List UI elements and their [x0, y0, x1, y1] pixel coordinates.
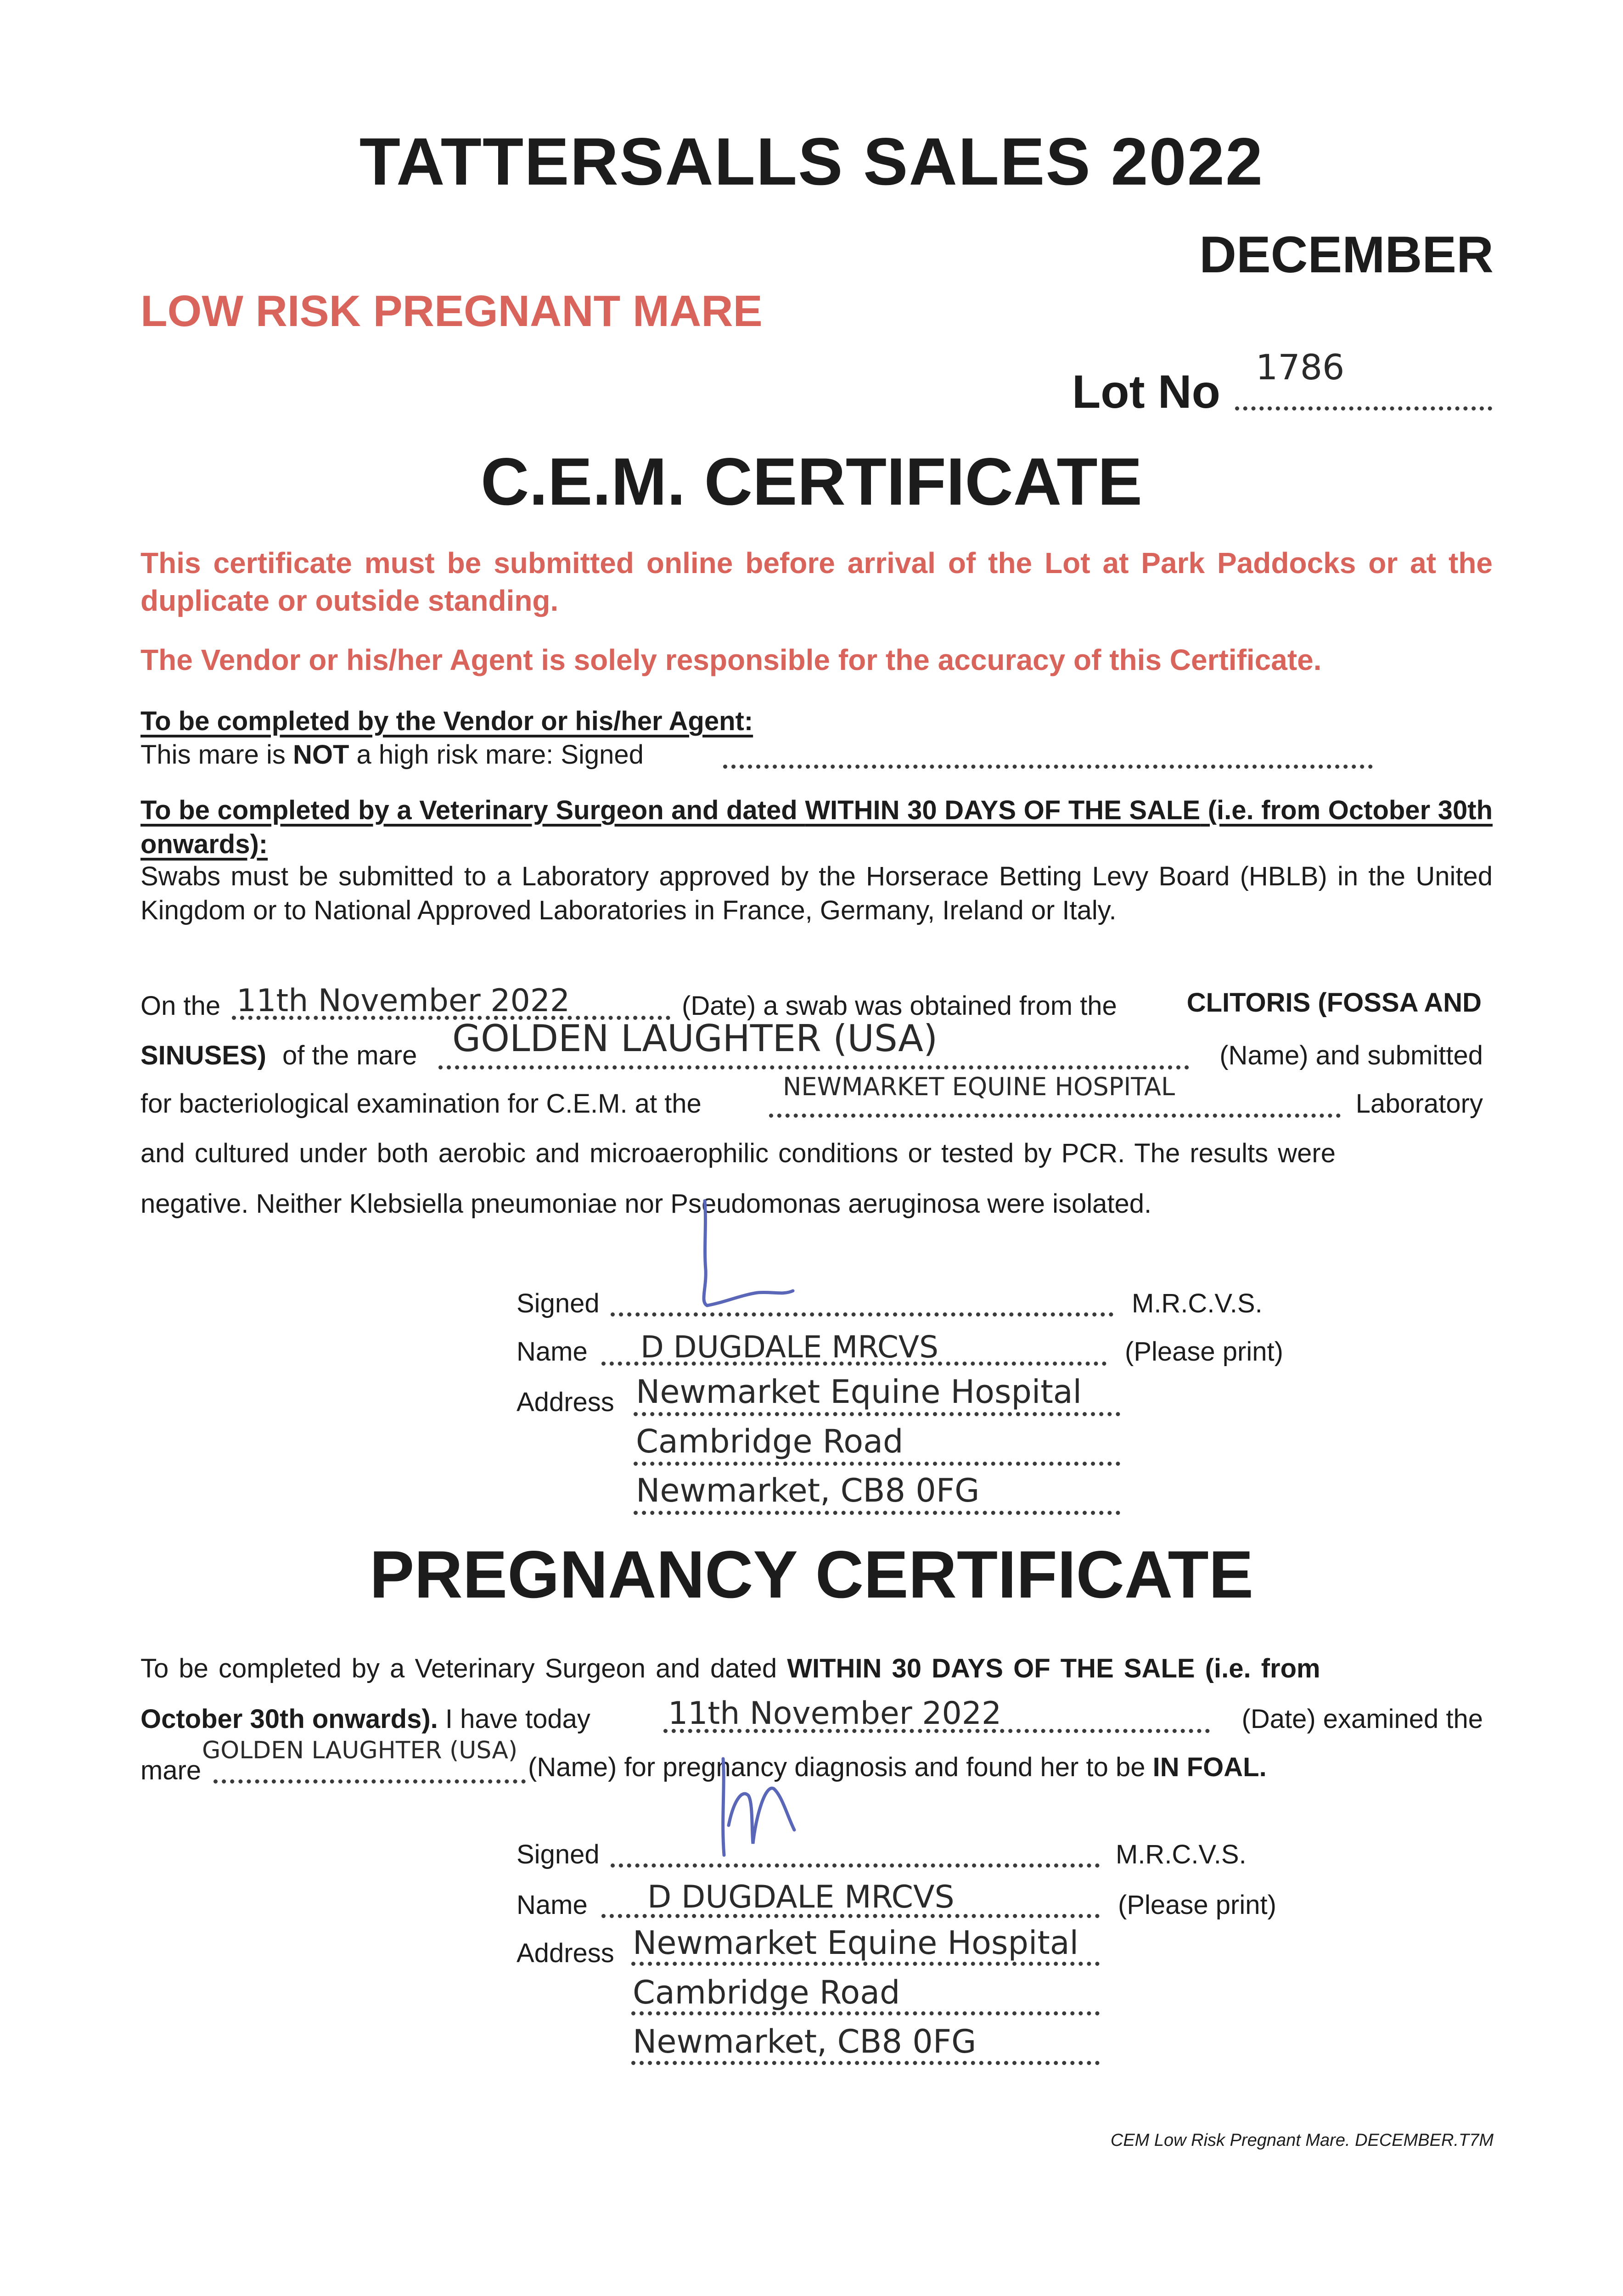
negative-result-text: negative. Neither Klebsiella pneumoniae nor Pseudomonas aeruginosa were isolated.	[140, 1189, 1152, 1219]
pregnancy-address-3[interactable]: Newmarket, CB8 0FG	[633, 2023, 977, 2060]
pregnancy-line-1-caps: WITHIN 30 DAYS OF THE SALE (i.e. from	[787, 1654, 1320, 1683]
laboratory-name[interactable]: NEWMARKET EQUINE HOSPITAL	[783, 1072, 1175, 1101]
diagnosis-text	[528, 1752, 1267, 1783]
page-title: TATTERSALLS SALES 2022	[359, 124, 1264, 199]
cem-address-2[interactable]: Cambridge Road	[636, 1423, 904, 1460]
cem-mare-name[interactable]: GOLDEN LAUGHTER (USA)	[452, 1017, 938, 1060]
pregnancy-address-line-2	[631, 2011, 1100, 2015]
pregnancy-address-1[interactable]: Newmarket Equine Hospital	[633, 1924, 1079, 1962]
cem-name-label: Name	[517, 1337, 588, 1367]
swab-site-cont: SINUSES)	[140, 1041, 266, 1070]
pregnancy-line-2	[140, 1704, 590, 1734]
cem-vet-signature	[673, 1196, 820, 1316]
pregnancy-mare-name[interactable]: GOLDEN LAUGHTER (USA)	[202, 1737, 518, 1764]
pregnancy-vet-name[interactable]: D DUGDALE MRCVS	[647, 1879, 955, 1915]
vet-instructions: Swabs must be submitted to a Laboratory approved by the Horserace Betting Levy Board (HBLB) in the United Kingdom or to National Approved Laboratories in France, Germany, Ireland or Italy.	[140, 861, 1493, 925]
for-bacteriological-text: for bacteriological examination for C.E.M. at the	[140, 1089, 702, 1119]
vet-heading-text	[140, 795, 1493, 859]
pregnancy-line-1-pre: To be completed by a Veterinary Surgeon and dated	[140, 1654, 787, 1683]
document-reference: CEM Low Risk Pregnant Mare. DECEMBER.T7M	[1110, 2131, 1494, 2150]
pregnancy-mare-label: mare	[140, 1756, 202, 1785]
pregnancy-vet-signature	[691, 1752, 829, 1867]
october-30th-bold: October 30th onwards).	[140, 1704, 438, 1734]
vet-heading-pre: To be completed by a Veterinary Surgeon and dated	[140, 795, 805, 825]
mare-name-line	[438, 1065, 1189, 1069]
cem-mrcvs-label: M.R.C.V.S.	[1132, 1289, 1263, 1318]
culture-text: and cultured under both aerobic and microaerophilic conditions or tested by PCR. The results were	[140, 1138, 1336, 1168]
vendor-section-heading: To be completed by the Vendor or his/her Agent:	[140, 706, 753, 736]
date-examined-text: (Date) examined the	[1241, 1704, 1483, 1734]
laboratory-line	[769, 1114, 1341, 1118]
i-have-today: I have today	[438, 1704, 590, 1734]
of-the-mare-label: of the mare	[282, 1041, 417, 1070]
cem-address-1[interactable]: Newmarket Equine Hospital	[636, 1373, 1082, 1411]
vendor-declaration-post: a high risk mare: Signed	[349, 740, 644, 770]
lot-number: 1786	[1256, 347, 1345, 388]
responsibility-notice: The Vendor or his/her Agent is solely responsible for the accuracy of this Certificate.	[140, 643, 1322, 676]
in-foal-result: IN FOAL.	[1152, 1752, 1267, 1782]
cem-address-label: Address	[517, 1387, 614, 1417]
swab-site: CLITORIS (FOSSA AND	[1186, 988, 1482, 1018]
pregnancy-signature-line[interactable]	[611, 1863, 1100, 1868]
date-obtained-text: (Date) a swab was obtained from the	[682, 991, 1117, 1021]
cem-address-3[interactable]: Newmarket, CB8 0FG	[636, 1472, 980, 1509]
name-submitted-text: (Name) and submitted	[1219, 1041, 1483, 1070]
vendor-signature-line[interactable]	[723, 765, 1373, 769]
pregnancy-certificate-title: PREGNANCY CERTIFICATE	[369, 1537, 1254, 1612]
cem-address-line-2	[634, 1462, 1120, 1466]
cem-vet-name[interactable]: D DUGDALE MRCVS	[640, 1329, 938, 1365]
pregnancy-address-line-1	[631, 1962, 1100, 1966]
submission-notice: This certificate must be submitted online before arrival of the Lot at Park Paddocks or at the duplicate or outside standing.	[140, 546, 1493, 617]
vendor-declaration-pre: This mare is	[140, 740, 293, 770]
lot-label: Lot No	[1072, 366, 1220, 418]
swab-date[interactable]: 11th November 2022	[236, 983, 570, 1019]
category-label: LOW RISK PREGNANT MARE	[140, 287, 763, 336]
vet-heading-caps: WITHIN 30 DAYS OF THE SALE	[805, 795, 1201, 825]
vet-heading-post: (i.e. from October 30th onwards):	[140, 795, 1493, 859]
cem-please-print: (Please print)	[1125, 1337, 1283, 1367]
not-emphasis: NOT	[292, 740, 349, 770]
cem-address-line-1	[634, 1412, 1120, 1416]
pregnancy-address-line-3	[631, 2061, 1100, 2065]
pregnancy-address-label: Address	[517, 1938, 614, 1968]
pregnancy-name-label: Name	[517, 1890, 588, 1920]
pregnancy-signed-label: Signed	[517, 1840, 600, 1869]
exam-date[interactable]: 11th November 2022	[668, 1695, 1002, 1732]
pregnancy-mare-line	[213, 1779, 526, 1784]
vendor-declaration	[140, 739, 644, 770]
cem-address-line-3	[634, 1511, 1120, 1515]
lot-number-dots	[1235, 406, 1492, 411]
laboratory-label: Laboratory	[1355, 1089, 1483, 1119]
sale-month: DECEMBER	[1199, 226, 1494, 283]
cem-signed-label: Signed	[517, 1289, 600, 1318]
pregnancy-please-print: (Please print)	[1118, 1890, 1276, 1920]
diagnosis-pre: (Name) for pregnancy diagnosis and found her to be	[528, 1752, 1153, 1782]
pregnancy-mrcvs-label: M.R.C.V.S.	[1116, 1840, 1247, 1869]
on-the-label: On the	[140, 991, 221, 1021]
cem-certificate-title: C.E.M. CERTIFICATE	[480, 444, 1143, 519]
pregnancy-address-2[interactable]: Cambridge Road	[633, 1974, 900, 2011]
vet-section-heading	[140, 793, 1493, 861]
pregnancy-line-1	[140, 1653, 1320, 1684]
